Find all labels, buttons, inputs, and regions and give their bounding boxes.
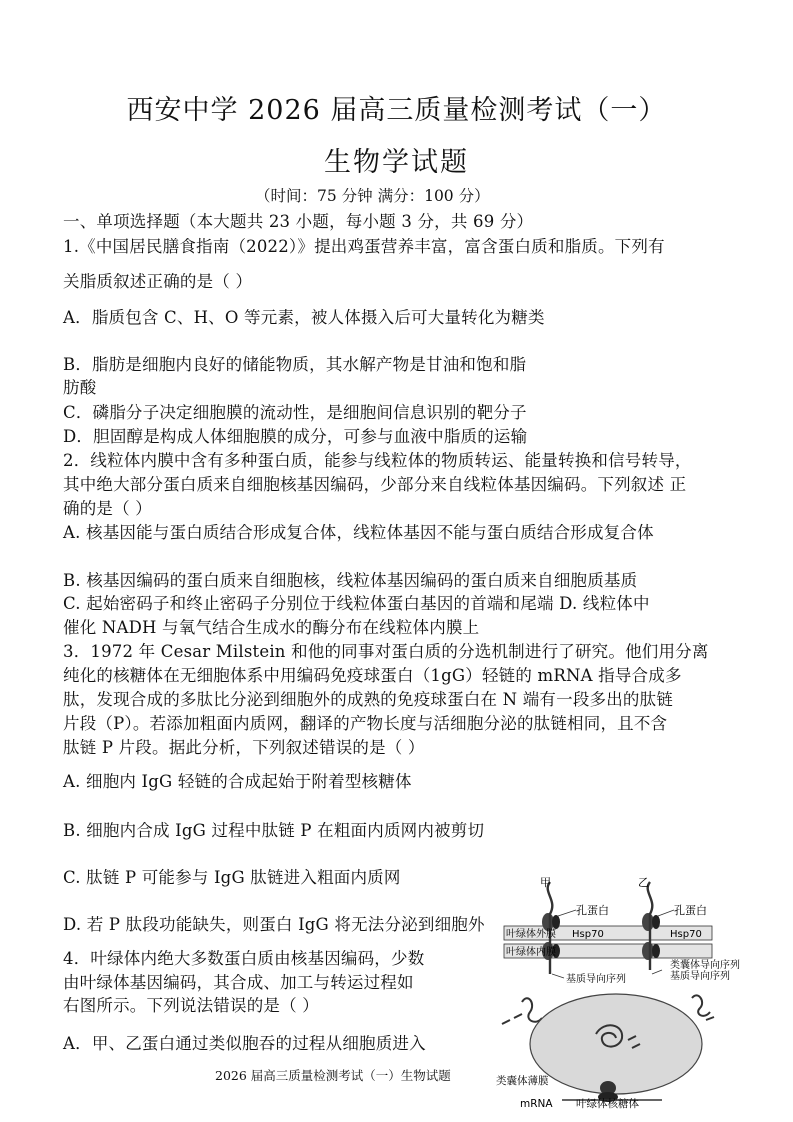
q1-stem-line2: 关脂质叙述正确的是（ ） bbox=[63, 272, 253, 291]
pore-protein-left-top-b bbox=[552, 915, 560, 929]
pointer-seq-left bbox=[552, 974, 564, 978]
q3-option-d: D. 若 P 肽段功能缺失，则蛋白 IgG 将无法分泌到细胞外 bbox=[63, 915, 485, 934]
q4-option-a: A．甲、乙蛋白通过类似胞吞的过程从细胞质进入 bbox=[63, 1034, 426, 1053]
q3-stem-line2: 纯化的核糖体在无细胞体系中用编码免疫球蛋白（1gG）轻链的 mRNA 指导合成多 bbox=[63, 666, 682, 685]
q2-option-a: A. 核基因能与蛋白质结合形成复合体，线粒体基因不能与蛋白质结合形成复合体 bbox=[63, 523, 654, 542]
q2-stem-line3: 确的是（ ） bbox=[63, 499, 152, 518]
q3-stem-line5: 肽链 P 片段。据此分析，下列叙述错误的是（ ） bbox=[63, 738, 425, 757]
q1-option-b: B．脂肪是细胞内良好的储能物质，其水解产物是甘油和饱和脂 bbox=[63, 355, 527, 374]
label-outer-membrane: 叶绿体外膜 bbox=[506, 929, 556, 940]
pore-protein-right-top-b bbox=[652, 915, 660, 929]
q2-option-d-cont: 催化 NADH 与氧气结合生成水的酶分布在线粒体内膜上 bbox=[63, 618, 480, 637]
q2-option-b: B. 核基因编码的蛋白质来自细胞核，线粒体基因编码的蛋白质来自细胞质基质 bbox=[63, 571, 638, 590]
q3-stem-line3: 肽，发现合成的多肽比分泌到细胞外的成熟的免疫球蛋白在 N 端有一段多出的肽链 bbox=[63, 690, 674, 709]
q2-option-c-d: C. 起始密码子和终止密码子分别位于线粒体蛋白基因的首端和尾端 D. 线粒体中 bbox=[63, 594, 650, 613]
folded-protein-left bbox=[522, 998, 542, 1022]
q1-option-a: A．脂质包含 C、H、O 等元素，被人体摄入后可大量转化为糖类 bbox=[63, 308, 545, 327]
label-thylakoid-membrane: 类囊体薄膜 bbox=[496, 1075, 549, 1087]
label-hsp70-right: Hsp70 bbox=[670, 929, 702, 940]
chloroplast-protein-transport-figure bbox=[492, 874, 792, 1110]
folded-protein-right bbox=[692, 995, 710, 1016]
q1-option-c: C．磷脂分子决定细胞膜的流动性，是细胞间信息识别的靶分子 bbox=[63, 403, 527, 422]
page-subtitle: 生物学试题 bbox=[324, 147, 469, 178]
label-inner-membrane: 叶绿体内膜 bbox=[506, 947, 556, 958]
pointer-seq-right bbox=[652, 970, 662, 974]
label-stroma-seq-left: 基质导向序列 bbox=[566, 974, 626, 985]
label-stroma-seq-right: 基质导向序列 bbox=[670, 971, 730, 982]
label-yi: 乙 bbox=[638, 876, 649, 889]
fragment-right bbox=[706, 1017, 714, 1020]
page-title: 西安中学 2026 届高三质量检测考试（一） bbox=[126, 95, 667, 126]
thylakoid bbox=[530, 994, 702, 1094]
q2-stem-line2: 其中绝大部分蛋白质来自细胞核基因编码，少部分来自线粒体基因编码。下列叙述 正 bbox=[63, 475, 687, 494]
q2-stem-line1: 2．线粒体内膜中含有多种蛋白质，能参与线粒体的物质转运、能量转换和信号转导， bbox=[63, 451, 692, 470]
exam-time-info: （时间：75 分钟 满分：100 分） bbox=[255, 187, 490, 205]
label-pore-protein-left: 孔蛋白 bbox=[576, 904, 609, 917]
q3-option-a: A. 细胞内 IgG 轻链的合成起始于附着型核糖体 bbox=[63, 772, 412, 791]
section-heading: 一、单项选择题（本大题共 23 小题，每小题 3 分，共 69 分） bbox=[63, 212, 534, 231]
page-footer: 2026 届高三质量检测考试（一）生物试题 bbox=[215, 1068, 451, 1083]
label-pore-protein-right: 孔蛋白 bbox=[674, 904, 707, 917]
q4-stem-line1: 4．叶绿体内绝大多数蛋白质由核基因编码，少数 bbox=[63, 949, 425, 968]
q3-option-c: C. 肽链 P 可能参与 IgG 肽链进入粗面内质网 bbox=[63, 868, 401, 887]
q4-stem-line2: 由叶绿体基因编码，其合成、加工与转运过程如 bbox=[63, 973, 414, 992]
label-chloroplast-ribosome: 叶绿体核糖体 bbox=[576, 1098, 639, 1110]
q1-stem-line1: 1.《中国居民膳食指南（2022）》提出鸡蛋营养丰富，富含蛋白质和脂质。下列有 bbox=[63, 237, 665, 256]
q3-option-b: B. 细胞内合成 IgG 过程中肽链 P 在粗面内质网内被剪切 bbox=[63, 821, 485, 840]
label-mrna: mRNA bbox=[520, 1098, 553, 1110]
label-thylakoid-seq: 类囊体导向序列 bbox=[670, 960, 740, 971]
q4-stem-line3: 右图所示。下列说法错误的是（ ） bbox=[63, 996, 319, 1015]
label-jia: 甲 bbox=[540, 876, 551, 889]
pointer-kong-left bbox=[558, 910, 576, 916]
fragment-left bbox=[502, 1014, 522, 1024]
q1-option-d: D．胆固醇是构成人体细胞膜的成分，可参与血液中脂质的运输 bbox=[63, 427, 528, 446]
q3-stem-line4: 片段（P）。若添加粗面内质网，翻译的产物长度与活细胞分泌的肽链相同，且不含 bbox=[63, 714, 668, 733]
q1-option-b-cont: 肪酸 bbox=[63, 378, 97, 397]
label-hsp70-left: Hsp70 bbox=[572, 929, 604, 940]
pore-protein-right-bottom-b bbox=[652, 944, 660, 958]
q3-stem-line1: 3．1972 年 Cesar Milstein 和他的同事对蛋白质的分选机制进行了研究。他们用分离 bbox=[63, 642, 709, 661]
pointer-kong-right bbox=[658, 910, 674, 916]
